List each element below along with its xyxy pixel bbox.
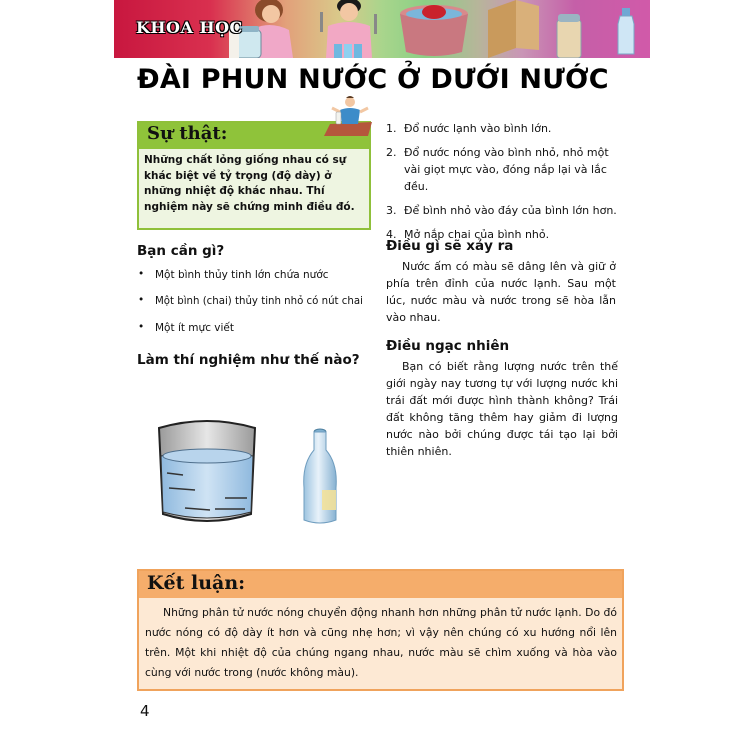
- page-number: 4: [140, 702, 150, 720]
- illustration-box-icon: [486, 0, 541, 58]
- step-item: 2. Đổ nước nóng vào bình nhỏ, nhỏ một vài giọt mực vào, đóng nắp lại và lắc đều.: [386, 146, 609, 193]
- materials-heading: Bạn cần gì?: [137, 243, 225, 259]
- list-item: • Một bình (chai) thủy tinh nhỏ có nút chai: [138, 294, 363, 307]
- step-item: 3. Để bình nhỏ vào đáy của bình lớn hơn.: [386, 204, 617, 217]
- list-item: • Một ít mực viết: [138, 321, 235, 334]
- illustration-boy-with-beakers-icon: [314, 0, 384, 58]
- fact-box-text: Những chất lỏng giống nhau có sự khác biệt về tỷ trọng (độ dày) ở những nhiệt độ khác nhau. Thí nghiệm này sẽ chứng minh điều đó.: [144, 154, 355, 213]
- illustration-jar-icon: [554, 14, 584, 58]
- illustration-bottle-icon: [614, 8, 638, 58]
- bullet-icon: •: [138, 268, 145, 280]
- surprise-heading: Điều ngạc nhiên: [386, 338, 510, 354]
- procedure-steps: [386, 120, 626, 250]
- conclusion-text: Những phân tử nước nóng chuyển động nhanh hơn những phân tử nước lạnh. Do đó nước nóng có độ dày ít hơn và cũng nhẹ hơn; vì vậy nên chúng có xu hướng nổi lên trên. Một khi nhiệt độ của chúng ngang nhau, nước màu sẽ chìm xuống và hòa vào cùng với nước trong (nước không màu).: [145, 606, 617, 679]
- fact-box-heading: Sự thật:: [147, 123, 228, 144]
- procedure-heading: Làm thí nghiệm như thế nào?: [137, 352, 360, 368]
- section-label: KHOA HỌC: [136, 18, 243, 37]
- illustration-small-bottle-icon: [300, 428, 340, 528]
- bullet-icon: •: [138, 321, 145, 333]
- step-item: 1. Đổ nước lạnh vào bình lớn.: [386, 122, 552, 135]
- page-title: ĐÀI PHUN NƯỚC Ở DƯỚI NƯỚC: [137, 64, 609, 95]
- illustration-person-at-table-icon: [322, 96, 374, 136]
- header-banner: [114, 0, 650, 58]
- surprise-text: Bạn có biết rằng lượng nước trên thế giới ngày nay tương tự với lượng nước khi trái đất mới được hình thành không? Trái đất không tăng thêm hay giảm đi lượng nước nào bởi chúng được tái tạo lại bởi thiên nhiên.: [386, 360, 618, 458]
- illustration-pot-icon: [394, 0, 474, 58]
- fact-box: [137, 121, 371, 230]
- result-heading: Điều gì sẽ xảy ra: [386, 238, 514, 254]
- result-text: Nước ấm có màu sẽ dâng lên và giữ ở phía trên đỉnh của nước lạnh. Sau một lúc, nước màu và nước trong sẽ hòa lẫn vào nhau.: [386, 260, 616, 324]
- list-item: • Một bình thủy tinh lớn chứa nước: [138, 268, 329, 281]
- conclusion-heading: Kết luận:: [147, 572, 246, 594]
- conclusion-header: [139, 571, 622, 598]
- step-item: 4. Mở nắp chai của bình nhỏ.: [386, 228, 550, 241]
- illustration-glass-of-water-icon: [155, 418, 260, 524]
- bullet-icon: •: [138, 294, 145, 306]
- materials-list: [138, 268, 378, 347]
- conclusion-box: [137, 569, 624, 691]
